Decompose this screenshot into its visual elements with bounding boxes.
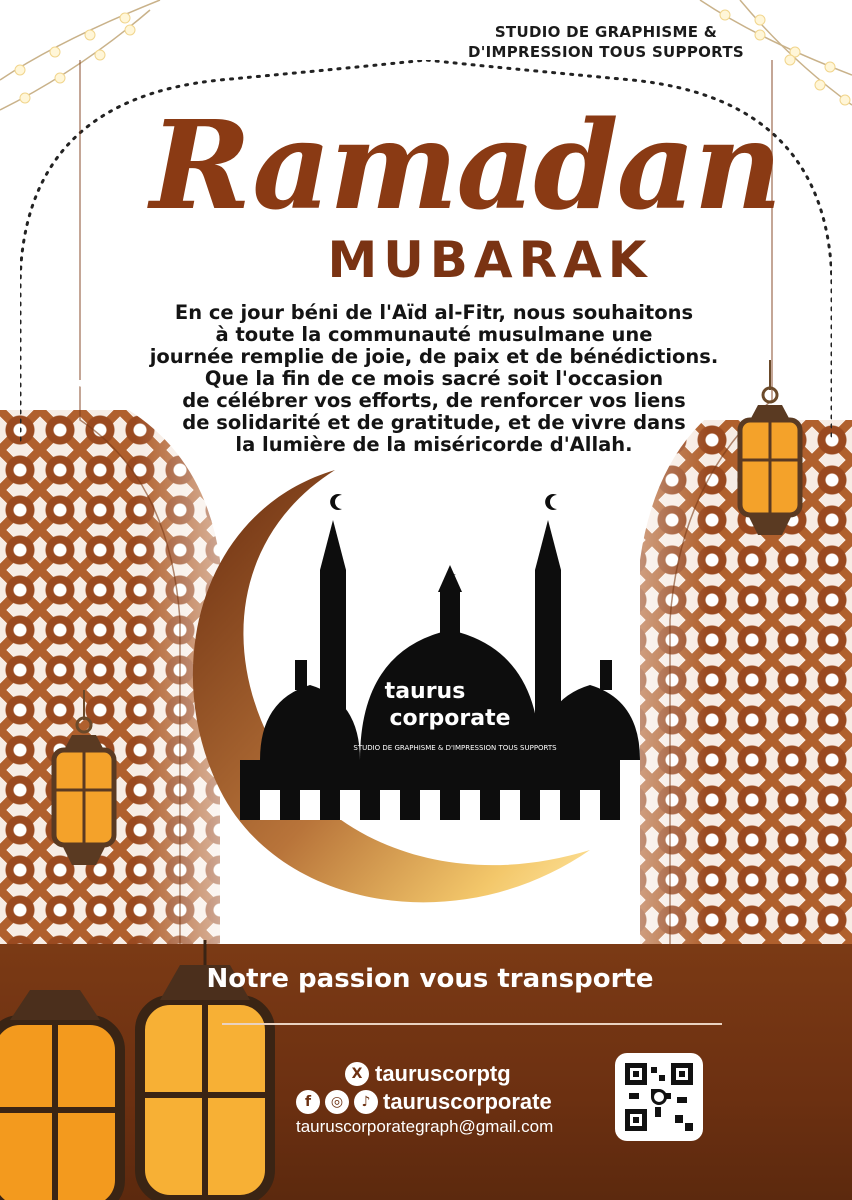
crescent-mosque-illustration: [160, 470, 680, 930]
lantern-left-icon: [44, 690, 124, 880]
logo-corporate: corporate: [389, 706, 511, 731]
greeting-message: [104, 302, 764, 456]
title-mubarak: MUBARAK: [327, 231, 653, 289]
social-handle-row[interactable]: [296, 1088, 552, 1116]
message-line-1-bold: l'Aïd al-Fitr,: [379, 301, 506, 324]
message-line-1: [104, 302, 764, 324]
studio-tagline-line1: STUDIO DE GRAPHISME &: [494, 23, 718, 41]
message-line-3: journée remplie de joie, de paix et de bénédictions.: [149, 345, 719, 368]
instagram-icon: ◎: [325, 1090, 349, 1114]
social-handle: tauruscorporate: [383, 1089, 552, 1114]
mosque-silhouette-icon: [240, 520, 640, 820]
lantern-right-icon: [730, 360, 810, 550]
x-handle: tauruscorptg: [375, 1061, 511, 1086]
logo-tagline: STUDIO DE GRAPHISME & D'IMPRESSION TOUS SUPPORTS: [353, 744, 557, 752]
message-line-2: à toute la communauté musulmane une: [215, 323, 653, 346]
title-ramadan: Ramadan: [150, 93, 781, 237]
qr-code-graphic: [615, 1053, 703, 1141]
message-line-5: de célébrer vos efforts, de renforcer vos liens: [182, 389, 686, 412]
logo-taurus: taurus: [384, 679, 466, 704]
studio-tagline: [468, 22, 744, 62]
message-line-7: la lumière de la miséricorde d'Allah.: [235, 433, 633, 456]
message-line-6: de solidarité et de gratitude, et de vivre dans: [182, 411, 686, 434]
studio-tagline-line2: D'IMPRESSION TOUS SUPPORTS: [467, 43, 744, 61]
x-handle-row[interactable]: [345, 1061, 511, 1087]
tiktok-icon: ♪: [354, 1090, 378, 1114]
qr-code-icon[interactable]: [615, 1053, 703, 1141]
slogan: Notre passion vous transporte: [206, 964, 654, 994]
message-line-1-start: En ce jour béni de: [174, 301, 380, 324]
facebook-icon: f: [296, 1090, 320, 1114]
footer-divider: [222, 1023, 722, 1025]
email-address[interactable]: tauruscorporategraph@gmail.com: [296, 1117, 554, 1136]
message-line-4: Que la fin de ce mois sacré soit l'occasion: [204, 367, 664, 390]
x-icon: X: [345, 1062, 369, 1086]
message-line-1-end: nous souhaitons: [505, 301, 694, 324]
